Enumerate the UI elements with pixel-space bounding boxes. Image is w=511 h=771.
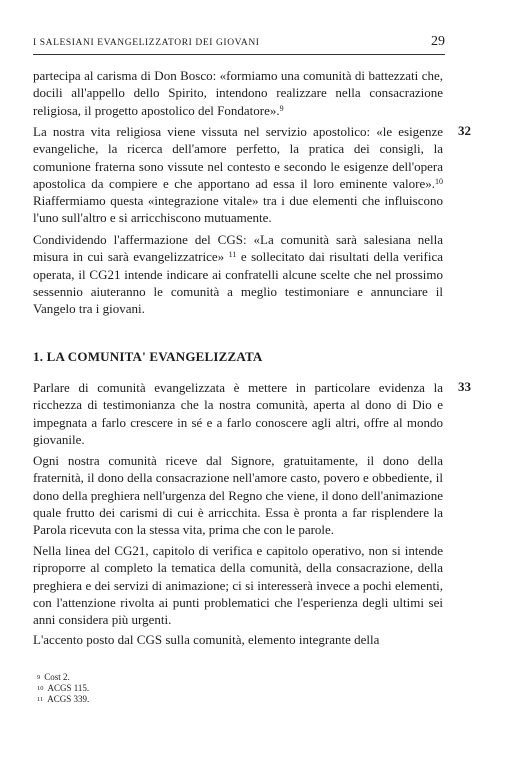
running-header: [33, 34, 445, 55]
footnotes: [37, 672, 89, 705]
footnote-10: $^{10}$ ACGS 115.: [37, 683, 90, 693]
footnote-11: $^{11}$ ACGS 339.: [37, 694, 90, 704]
paragraph-linea-cg21: Nella linea del CG21, capitolo di verifica e capitolo operativo, non si intende riproporre al completo la tematica della comunità, della consacrazione, della preghiera e dei servizi di animazione; ci si interesserà invece a pochi elementi, con l'attenzione rivolta ai punti problematici che l'esperienza degli ultimi sei anni considera più urgenti.: [33, 543, 443, 628]
footnote-9: $^9$ Cost 2.: [37, 672, 70, 682]
footnote-ref-10: 10: [435, 176, 443, 186]
paragraph-comunita-evangelizzata: Parlare di comunità evangelizzata è mettere in particolare evidenza la ricchezza di testimonianza che la nostra comunità, aperta al dono di Dio e impegnata a farlo crescere in sé e a farlo conoscere agli altri, offre al mondo giovanile.: [33, 380, 443, 447]
paragraph-doni: Ogni nostra comunità riceve dal Signore, gratuitamente, il dono della fraternità, il dono della consacrazione nell'amore casto, povero e obbediente, il dono della preghiera nell'urgenza del Regno che viene, il dono dell'animazione quale frutto dei carismi di cui è arricchita. Essa è pronta a far risplendere la Parola ricevuta con la stessa vita, prima che con le parole.: [33, 453, 443, 538]
running-title: I SALESIANI EVANGELIZZATORI DEI GIOVANI: [33, 38, 260, 48]
paragraph-cgs: Condividendo l'affermazione del CGS: «La comunità sarà salesiana nella misura in cui sarà evangelizzatrice» $^{11}$ e sollecitato dai risultati della verifica operata, il CG21 intende indicare ai confratelli alcune scelte che nel prossimo sessennio aiuteranno le comunità a meglio testimoniare e annunciare il Vangelo tra i giovani.: [33, 232, 443, 317]
page-number: 29: [431, 34, 445, 49]
section-heading: 1. LA COMUNITA' EVANGELIZZATA: [33, 349, 263, 364]
footnote-ref-9: 9: [279, 103, 284, 113]
margin-number-32: 32: [458, 123, 471, 138]
paragraph-carisma: partecipa al carisma di Don Bosco: «formiamo una comunità di battezzati che, docili all'appello dello Spirito, intendono realizzare nella consacrazione religiosa, il progetto apostolico del Fondatore».$^9$: [33, 68, 443, 118]
paragraph-accento: L'accento posto dal CGS sulla comunità, elemento integrante della: [33, 632, 380, 647]
margin-number-33: 33: [458, 379, 471, 394]
paragraph-vita-religiosa: La nostra vita religiosa viene vissuta nel servizio apostolico: «le esigenze evangeliche, la ricerca dell'amore perfetto, la pratica dei consigli, la comunione fraterna sono vissute nel contesto e secondo le esigenze dell'opera apostolica da compiere e che apportano ad essa il loro eminente valore».$^{10}$ Riaffermiamo questa «integrazione vitale» tra i due elementi che influiscono l'uno sull'altro e si arricchiscono mutuamente.: [33, 124, 443, 226]
footnote-ref-11: 11: [228, 250, 237, 260]
